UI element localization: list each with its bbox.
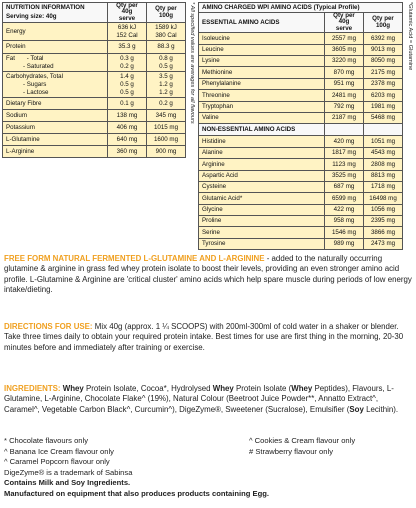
fat-total-label: - Total (26, 55, 44, 63)
amino-row (199, 238, 403, 249)
nutrition-v1 (108, 72, 147, 98)
nutrition-label: Energy (3, 23, 108, 41)
notes-right-column (249, 436, 412, 457)
nutrition-v1: 138 mg (108, 110, 147, 122)
amino-row (199, 136, 403, 147)
lactose-label: - Lactose (23, 88, 49, 96)
amino-name: Cysteine (199, 181, 325, 192)
fat-total-serve: 0.3 g (120, 55, 134, 63)
nutrition-header-row (3, 3, 186, 23)
free-form-body: - added to the naturally occurring glutamine & arginine in grass fed whey protein isolate to boost their levels, providing an even stronger amino acid profile. L-Glutamine & Arginine are 'critical cluster' amino acids which help spare muscle during periods of low energy intake/dieting. (4, 254, 412, 295)
amino-name: Histidine (199, 136, 325, 147)
ingredients-lead: INGREDIENTS: (4, 384, 61, 393)
amino-name: Tryptophan (199, 101, 325, 112)
nutrition-v1: 35.3 g (108, 41, 147, 54)
amino-qty-serve: 1817 mg (325, 147, 364, 158)
amino-name: Lysine (199, 56, 325, 67)
allergen-whey: Whey (62, 384, 84, 393)
amino-name: Isoleucine (199, 33, 325, 44)
amino-name: Leucine (199, 44, 325, 55)
amino-row (199, 193, 403, 204)
amino-qty-100g: 6203 mg (364, 90, 403, 101)
amino-name: Serine (199, 227, 325, 238)
nutrition-table (2, 2, 186, 158)
amino-empty (364, 124, 403, 136)
amino-row (199, 204, 403, 215)
amino-title: AMINO CHARGED WPI AMINO ACIDS (Typical Profile) (199, 3, 403, 13)
nutrition-label: Sodium (3, 110, 108, 122)
contains-allergens: Contains Milk and Soy Ingredients. (4, 478, 131, 488)
amino-qty-serve: 3525 mg (325, 170, 364, 181)
amino-acid-table (198, 2, 403, 250)
nutrition-v1: 640 mg (108, 134, 147, 146)
amino-nonessential-header-row (199, 124, 403, 136)
amino-col2-line1: Qty per (372, 15, 394, 23)
energy-cal-serve: 152 Cal (116, 31, 138, 39)
amino-row (199, 227, 403, 238)
amino-name: Threonine (199, 90, 325, 101)
amino-name: Methionine (199, 67, 325, 78)
col1-line2: 40g (121, 8, 133, 16)
sugars-100g: 1.2 g (159, 80, 173, 88)
nutrition-label: L-Arginine (3, 146, 108, 158)
nutrition-label: L-Glutamine (3, 134, 108, 146)
nutrition-row-carbs (3, 72, 186, 98)
amino-row (199, 67, 403, 78)
directions-lead: DIRECTIONS FOR USE: (4, 322, 93, 331)
amino-row (199, 90, 403, 101)
nutrition-col1-header (108, 3, 147, 23)
averages-note: * All specified values are averages for all flavours (189, 2, 195, 124)
nutrition-v2: 88.3 g (147, 41, 186, 54)
amino-name: Glutamic Acid* (199, 193, 325, 204)
nutrition-v2 (147, 54, 186, 72)
amino-qty-100g: 1981 mg (364, 101, 403, 112)
amino-col1-header (325, 13, 364, 33)
nutrition-v1 (108, 54, 147, 72)
directions-body: Mix 40g (approx. 1 ¼ SCOOPS) with 200ml-300ml of cold water in a shaker or blender. Take three times daily to obtain your required protein intake. Best times for use are first thing in the morning, 20-30 minutes before and immediately after training or exercise. (4, 322, 404, 352)
col2-line1: Qty per (155, 5, 177, 13)
carbs-100g: 3.5 g (159, 73, 173, 81)
amino-qty-serve: 6599 mg (325, 193, 364, 204)
amino-qty-100g: 8813 mg (364, 170, 403, 181)
amino-qty-100g: 8050 mg (364, 56, 403, 67)
nutrition-label: Dietary Fibre (3, 98, 108, 110)
amino-name: Arginine (199, 159, 325, 170)
amino-qty-100g: 4543 mg (364, 147, 403, 158)
amino-row (199, 170, 403, 181)
essential-header: ESSENTIAL AMINO ACIDS (199, 13, 325, 33)
amino-col1-line3: serve (335, 24, 353, 32)
nutrition-label: Potassium (3, 122, 108, 134)
amino-col2-header (364, 13, 403, 33)
allergen-whey: Whey (291, 384, 313, 393)
amino-qty-serve: 422 mg (325, 204, 364, 215)
amino-qty-100g: 3866 mg (364, 227, 403, 238)
nutrition-label (3, 54, 108, 72)
nutrition-v2 (147, 23, 186, 41)
amino-title-row (199, 3, 403, 13)
nutrition-v2: 345 mg (147, 110, 186, 122)
allergen-soy: Soy (349, 404, 364, 414)
fat-sat-serve: 0.2 g (120, 62, 134, 70)
note-chocolate: * Chocolate flavours only (4, 436, 88, 445)
nonessential-header: NON-ESSENTIAL AMINO ACIDS (199, 124, 325, 136)
nutrition-row-sodium (3, 110, 186, 122)
nutrition-row-glutamine (3, 134, 186, 146)
amino-name: Glycine (199, 204, 325, 215)
col2-line2: 100g (158, 11, 174, 19)
amino-row (199, 112, 403, 123)
amino-name: Tyrosine (199, 238, 325, 249)
col1-line1: Qty per (116, 2, 138, 9)
nutrition-row-protein (3, 41, 186, 54)
fat-label: Fat (6, 55, 15, 63)
amino-qty-serve: 3220 mg (325, 56, 364, 67)
nutrition-v2: 1015 mg (147, 122, 186, 134)
energy-cal-100g: 380 Cal (155, 31, 177, 39)
amino-qty-100g: 6392 mg (364, 33, 403, 44)
nutrition-v2: 900 mg (147, 146, 186, 158)
amino-qty-serve: 2187 mg (325, 112, 364, 123)
energy-kj-100g: 1589 kJ (155, 24, 177, 32)
notes-left-column (4, 436, 269, 500)
amino-qty-serve: 1123 mg (325, 159, 364, 170)
amino-name: Proline (199, 216, 325, 227)
amino-qty-serve: 2481 mg (325, 90, 364, 101)
fat-total-100g: 0.8 g (159, 55, 173, 63)
amino-qty-100g: 2395 mg (364, 216, 403, 227)
nutrition-v2: 1600 mg (147, 134, 186, 146)
serving-size: Serving size: 40g (6, 12, 57, 20)
amino-qty-100g: 1056 mg (364, 204, 403, 215)
nutrition-title-cell (3, 3, 108, 23)
amino-row (199, 44, 403, 55)
nutrition-row-arginine (3, 146, 186, 158)
nutrition-label (3, 72, 108, 98)
amino-qty-serve: 687 mg (325, 181, 364, 192)
lactose-100g: 1.2 g (159, 88, 173, 96)
nutrition-v1: 406 mg (108, 122, 147, 134)
note-digezyme: DigeZyme® is a trademark of Sabinsa (4, 467, 133, 477)
note-cookies: ^ Cookies & Cream flavour only (249, 436, 356, 445)
nutrition-row-fibre (3, 98, 186, 110)
ingredients-text: Protein Isolate, Cocoa*, Hydrolysed (83, 384, 213, 393)
energy-kj-serve: 636 kJ (117, 24, 137, 32)
allergen-whey: Whey (212, 384, 234, 393)
amino-qty-100g: 1718 mg (364, 181, 403, 192)
amino-empty (325, 124, 364, 136)
free-form-lead: FREE FORM NATURAL FERMENTED L-GLUTAMINE AND L-ARGININE (4, 254, 265, 263)
col1-line3: serve (118, 14, 136, 22)
amino-name: Phenylalanine (199, 78, 325, 89)
ingredients-text: Peptides), Flavours, L-Glutamine, L-Arginine, Chocolate Flake^ (19%), Natural Colour (Beetroot Juice Powder**, Annatto Extract^, Caramel^, Vegetable Carbon Black^, Curcumin^), DigeZyme®, Sweetener (Sucralose), Emulsifier ( (4, 384, 394, 414)
amino-name: Aspartic Acid (199, 170, 325, 181)
note-caramel: ^ Caramel Popcorn flavour only (4, 457, 110, 467)
amino-qty-serve: 2557 mg (325, 33, 364, 44)
amino-essential-header-row (199, 13, 403, 33)
nutrition-col2-header (147, 3, 186, 23)
amino-col1-line1: Qty per (333, 12, 355, 19)
nutrition-v2 (147, 72, 186, 98)
nutrition-v1 (108, 23, 147, 41)
amino-qty-serve: 989 mg (325, 238, 364, 249)
ingredients-text: Protein Isolate ( (233, 384, 292, 393)
nutrition-row-energy (3, 23, 186, 41)
amino-qty-serve: 958 mg (325, 216, 364, 227)
lactose-serve: 0.5 g (120, 88, 134, 96)
nutrition-row-fat (3, 54, 186, 72)
amino-row (199, 181, 403, 192)
amino-qty-serve: 3605 mg (325, 44, 364, 55)
nutrition-v1: 0.1 g (108, 98, 147, 110)
sugars-serve: 0.5 g (120, 80, 134, 88)
amino-qty-100g: 2473 mg (364, 238, 403, 249)
free-form-paragraph (4, 254, 412, 296)
amino-qty-100g: 1051 mg (364, 136, 403, 147)
manufactured-note: Manufactured on equipment that also produces products containing Egg. (4, 488, 269, 498)
nutrition-title: NUTRITION INFORMATION (6, 4, 85, 12)
amino-qty-100g: 2175 mg (364, 67, 403, 78)
amino-qty-100g: 2378 mg (364, 78, 403, 89)
amino-name: Alanine (199, 147, 325, 158)
amino-qty-serve: 792 mg (325, 101, 364, 112)
amino-col1-line2: 40g (338, 18, 350, 26)
amino-qty-serve: 870 mg (325, 67, 364, 78)
glutamic-note: *Glutamic Acid = Glutamine (407, 2, 413, 71)
nutrition-v2: 0.2 g (147, 98, 186, 110)
nutrition-row-potassium (3, 122, 186, 134)
directions-paragraph (4, 322, 412, 353)
carbs-label: Carbohydrates, Total (6, 73, 63, 81)
amino-row (199, 216, 403, 227)
amino-qty-100g: 16498 mg (364, 193, 403, 204)
amino-col2-line2: 100g (375, 21, 391, 29)
nutrition-label: Protein (3, 41, 108, 54)
ingredients-paragraph (4, 384, 412, 415)
fat-saturated-label: - Saturated (23, 62, 54, 70)
sugars-label: - Sugars (23, 80, 47, 88)
note-strawberry: # Strawberry flavour only (249, 446, 333, 456)
ingredients-text: Lecithin). (363, 404, 399, 414)
amino-row (199, 56, 403, 67)
amino-qty-serve: 951 mg (325, 78, 364, 89)
amino-row (199, 33, 403, 44)
note-banana: ^ Banana Ice Cream flavour only (4, 446, 114, 456)
amino-name: Valine (199, 112, 325, 123)
carbs-serve: 1.4 g (120, 73, 134, 81)
amino-row (199, 159, 403, 170)
amino-qty-serve: 420 mg (325, 136, 364, 147)
amino-qty-100g: 9013 mg (364, 44, 403, 55)
amino-row (199, 101, 403, 112)
fat-sat-100g: 0.5 g (159, 62, 173, 70)
amino-row (199, 78, 403, 89)
amino-qty-100g: 2808 mg (364, 159, 403, 170)
nutrition-v1: 360 mg (108, 146, 147, 158)
amino-qty-serve: 1546 mg (325, 227, 364, 238)
amino-qty-100g: 5468 mg (364, 112, 403, 123)
amino-row (199, 147, 403, 158)
